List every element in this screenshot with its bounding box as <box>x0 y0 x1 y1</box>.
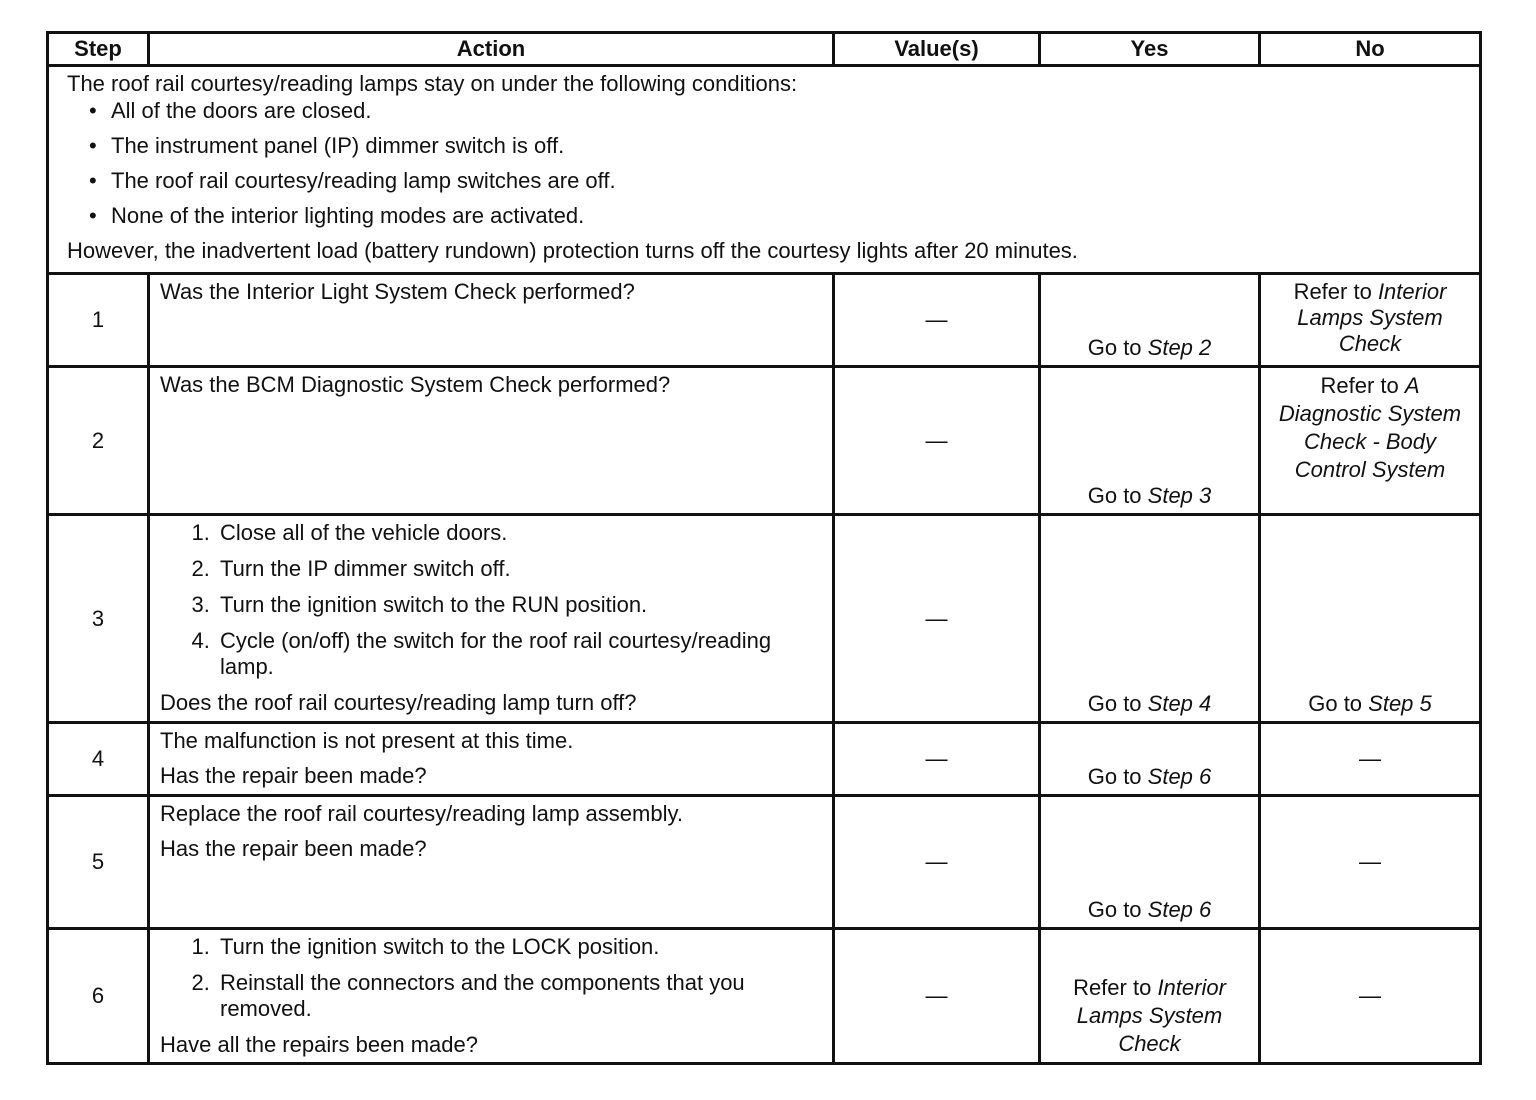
action-cell <box>149 929 834 1064</box>
no-cell <box>1260 515 1481 723</box>
header-action: Action <box>149 33 834 66</box>
yes-reference: Interior Lamps System Check <box>1076 975 1226 1056</box>
intro-bullets <box>67 98 1461 229</box>
action-text: The malfunction is not present at this time. <box>160 728 574 753</box>
action-step: 2. Reinstall the connectors and the components that you removed. <box>216 970 822 1022</box>
action-cell <box>149 723 834 796</box>
bullet: • All of the doors are closed. <box>111 98 1461 124</box>
value-cell: — <box>834 929 1040 1064</box>
no-cell: — <box>1260 929 1481 1064</box>
step-number: 4 <box>48 723 149 796</box>
action-steps <box>160 520 822 680</box>
action-step: 1. Turn the ignition switch to the LOCK position. <box>216 934 822 960</box>
action-text: Was the BCM Diagnostic System Check performed? <box>149 367 834 515</box>
yes-prefix: Go to <box>1087 897 1148 922</box>
yes-reference: Step 3 <box>1147 483 1212 508</box>
value-cell: — <box>834 367 1040 515</box>
no-cell: — <box>1260 796 1481 929</box>
action-steps <box>160 934 822 1022</box>
table-row <box>48 274 1481 367</box>
yes-prefix: Refer to <box>1073 975 1158 1000</box>
no-reference: A Diagnostic System Check - Body Control System <box>1278 373 1462 482</box>
yes-prefix: Go to <box>1087 764 1148 789</box>
bullet: • The instrument panel (IP) dimmer switch is off. <box>111 133 1461 159</box>
diagnostic-table <box>46 31 1482 1065</box>
table-row <box>48 796 1481 929</box>
yes-cell <box>1040 723 1260 796</box>
no-cell <box>1260 274 1481 367</box>
yes-prefix: Go to <box>1087 483 1148 508</box>
yes-cell <box>1040 367 1260 515</box>
step-number: 6 <box>48 929 149 1064</box>
header-step: Step <box>48 33 149 66</box>
header-yes: Yes <box>1040 33 1260 66</box>
yes-cell <box>1040 274 1260 367</box>
bullet: • None of the interior lighting modes are activated. <box>111 203 1461 229</box>
action-question: Does the roof rail courtesy/reading lamp turn off? <box>160 690 637 715</box>
action-step: 3. Turn the ignition switch to the RUN position. <box>216 592 822 618</box>
bullet: • The roof rail courtesy/reading lamp switches are off. <box>111 168 1461 194</box>
action-cell <box>149 515 834 723</box>
value-cell: — <box>834 515 1040 723</box>
intro-tail: However, the inadvertent load (battery rundown) protection turns off the courtesy lights after 20 minutes. <box>67 238 1078 263</box>
step-number: 3 <box>48 515 149 723</box>
action-cell <box>149 796 834 929</box>
header-row <box>48 33 1481 66</box>
no-prefix: Refer to <box>1293 279 1378 304</box>
no-prefix: Refer to <box>1320 373 1405 398</box>
step-number: 1 <box>48 274 149 367</box>
no-cell: — <box>1260 723 1481 796</box>
yes-reference: Step 6 <box>1147 764 1212 789</box>
no-cell <box>1260 367 1481 515</box>
value-cell: — <box>834 274 1040 367</box>
intro-lead: The roof rail courtesy/reading lamps stay on under the following conditions: <box>67 71 798 96</box>
intro-row <box>48 66 1481 274</box>
yes-prefix: Go to <box>1087 335 1148 360</box>
action-text: Replace the roof rail courtesy/reading lamp assembly. <box>160 801 683 826</box>
action-step: 1. Close all of the vehicle doors. <box>216 520 822 546</box>
action-question: Has the repair been made? <box>160 836 427 861</box>
yes-cell <box>1040 515 1260 723</box>
action-step: 2. Turn the IP dimmer switch off. <box>216 556 822 582</box>
no-reference: Interior Lamps System Check <box>1297 279 1447 356</box>
action-text: Was the Interior Light System Check performed? <box>149 274 834 367</box>
table-row <box>48 929 1481 1064</box>
yes-cell <box>1040 929 1260 1064</box>
value-cell: — <box>834 723 1040 796</box>
intro-cell <box>48 66 1481 274</box>
no-prefix: Go to <box>1308 691 1369 716</box>
value-cell: — <box>834 796 1040 929</box>
action-step: 4. Cycle (on/off) the switch for the roof rail courtesy/reading lamp. <box>216 628 822 680</box>
yes-reference: Step 2 <box>1147 335 1212 360</box>
yes-reference: Step 6 <box>1147 897 1212 922</box>
table-row <box>48 367 1481 515</box>
header-no: No <box>1260 33 1481 66</box>
yes-cell <box>1040 796 1260 929</box>
table-row <box>48 515 1481 723</box>
header-values: Value(s) <box>834 33 1040 66</box>
action-question: Has the repair been made? <box>160 763 427 788</box>
step-number: 5 <box>48 796 149 929</box>
step-number: 2 <box>48 367 149 515</box>
no-reference: Step 5 <box>1368 691 1432 716</box>
yes-prefix: Go to <box>1087 691 1148 716</box>
table-row <box>48 723 1481 796</box>
yes-reference: Step 4 <box>1147 691 1212 716</box>
action-question: Have all the repairs been made? <box>160 1032 478 1057</box>
